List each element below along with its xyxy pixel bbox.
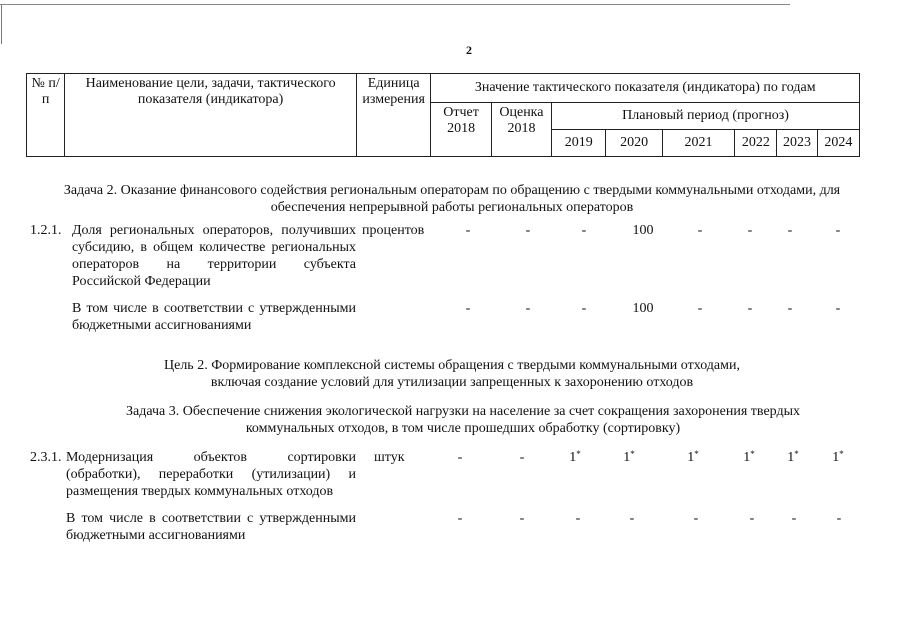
indicator-name: Доля региональных операторов, получивших субсидию, в общем количестве региональных операторов на территории субъекта Российской Федерации bbox=[72, 223, 356, 289]
top-border-line bbox=[0, 4, 790, 5]
left-border-line bbox=[1, 4, 2, 44]
value-cell: 1* bbox=[623, 449, 635, 465]
unit-value: процентов bbox=[362, 223, 425, 238]
value-cell: 1* bbox=[569, 449, 581, 465]
value-cell: - bbox=[465, 301, 471, 316]
col-plan-header: Плановый период (прогноз) bbox=[552, 103, 860, 130]
value-cell: - bbox=[525, 223, 531, 238]
row-number: 2.3.1. bbox=[30, 450, 62, 465]
indicator-subname: В том числе в соответствии с утвержденными бюджетными ассигнованиями bbox=[72, 301, 356, 333]
value-cell: 1* bbox=[743, 449, 755, 465]
value-cell: - bbox=[836, 511, 842, 526]
indicator-subname: В том числе в соответствии с утвержденными бюджетными ассигнованиями bbox=[66, 511, 356, 543]
col-estimate-header: Оценка 2018 bbox=[491, 103, 551, 157]
value-cell: - bbox=[525, 301, 531, 316]
value-cell: - bbox=[581, 223, 587, 238]
col-year: 2019 bbox=[552, 130, 606, 157]
value-cell: - bbox=[835, 301, 841, 316]
value-cell: 100 bbox=[632, 301, 654, 316]
value-cell: - bbox=[791, 511, 797, 526]
col-unit-header: Единица измерения bbox=[356, 74, 430, 157]
col-year: 2023 bbox=[777, 130, 817, 157]
indicator-name: Модернизация объектов сортировки (обработки), переработки (утилизации) и размещения твердых коммунальных отходов bbox=[66, 450, 356, 499]
value-cell: - bbox=[835, 223, 841, 238]
col-year: 2022 bbox=[735, 130, 777, 157]
value-cell: - bbox=[519, 450, 525, 465]
page-number: 2 bbox=[466, 43, 472, 57]
value-cell: 100 bbox=[632, 223, 654, 238]
value-cell: - bbox=[575, 511, 581, 526]
goal2-title: Цель 2. Формирование комплексной системы обращения с твердыми коммунальными отходами, включая создание условий для утилизации запрещенных к захоронению отходов bbox=[164, 358, 740, 390]
value-cell: - bbox=[749, 511, 755, 526]
col-report-header: Отчет 2018 bbox=[431, 103, 491, 157]
col-year: 2020 bbox=[606, 130, 662, 157]
value-cell: - bbox=[629, 511, 635, 526]
task3-title: Задача 3. Обеспечение снижения экологической нагрузки на население за счет сокращения захоронения твердых коммунальных отходов, в том числе прошедших обработку (сортировку) bbox=[126, 404, 800, 436]
value-cell: - bbox=[787, 301, 793, 316]
value-cell: - bbox=[747, 301, 753, 316]
value-cell: - bbox=[787, 223, 793, 238]
value-cell: - bbox=[747, 223, 753, 238]
unit-value: штук bbox=[374, 450, 405, 465]
value-cell: - bbox=[693, 511, 699, 526]
value-cell: - bbox=[697, 223, 703, 238]
value-cell: 1* bbox=[832, 449, 844, 465]
row-number: 1.2.1. bbox=[30, 223, 62, 238]
value-cell: - bbox=[519, 511, 525, 526]
value-cell: - bbox=[457, 511, 463, 526]
value-cell: - bbox=[457, 450, 463, 465]
col-year: 2024 bbox=[817, 130, 859, 157]
value-cell: 1* bbox=[687, 449, 699, 465]
col-values-header: Значение тактического показателя (индикатора) по годам bbox=[431, 74, 860, 103]
col-year: 2021 bbox=[662, 130, 734, 157]
col-num-header: № п/п bbox=[27, 74, 65, 157]
header-table bbox=[26, 73, 860, 157]
value-cell: - bbox=[465, 223, 471, 238]
task2-title: Задача 2. Оказание финансового содействия региональным операторам по обращению с твердыми коммунальными отходами, для обеспечения непрерывной работы региональных операторов bbox=[63, 183, 841, 215]
value-cell: - bbox=[581, 301, 587, 316]
value-cell: - bbox=[697, 301, 703, 316]
col-name-header: Наименование цели, задачи, тактического показателя (индикатора) bbox=[65, 74, 357, 157]
value-cell: 1* bbox=[787, 449, 799, 465]
